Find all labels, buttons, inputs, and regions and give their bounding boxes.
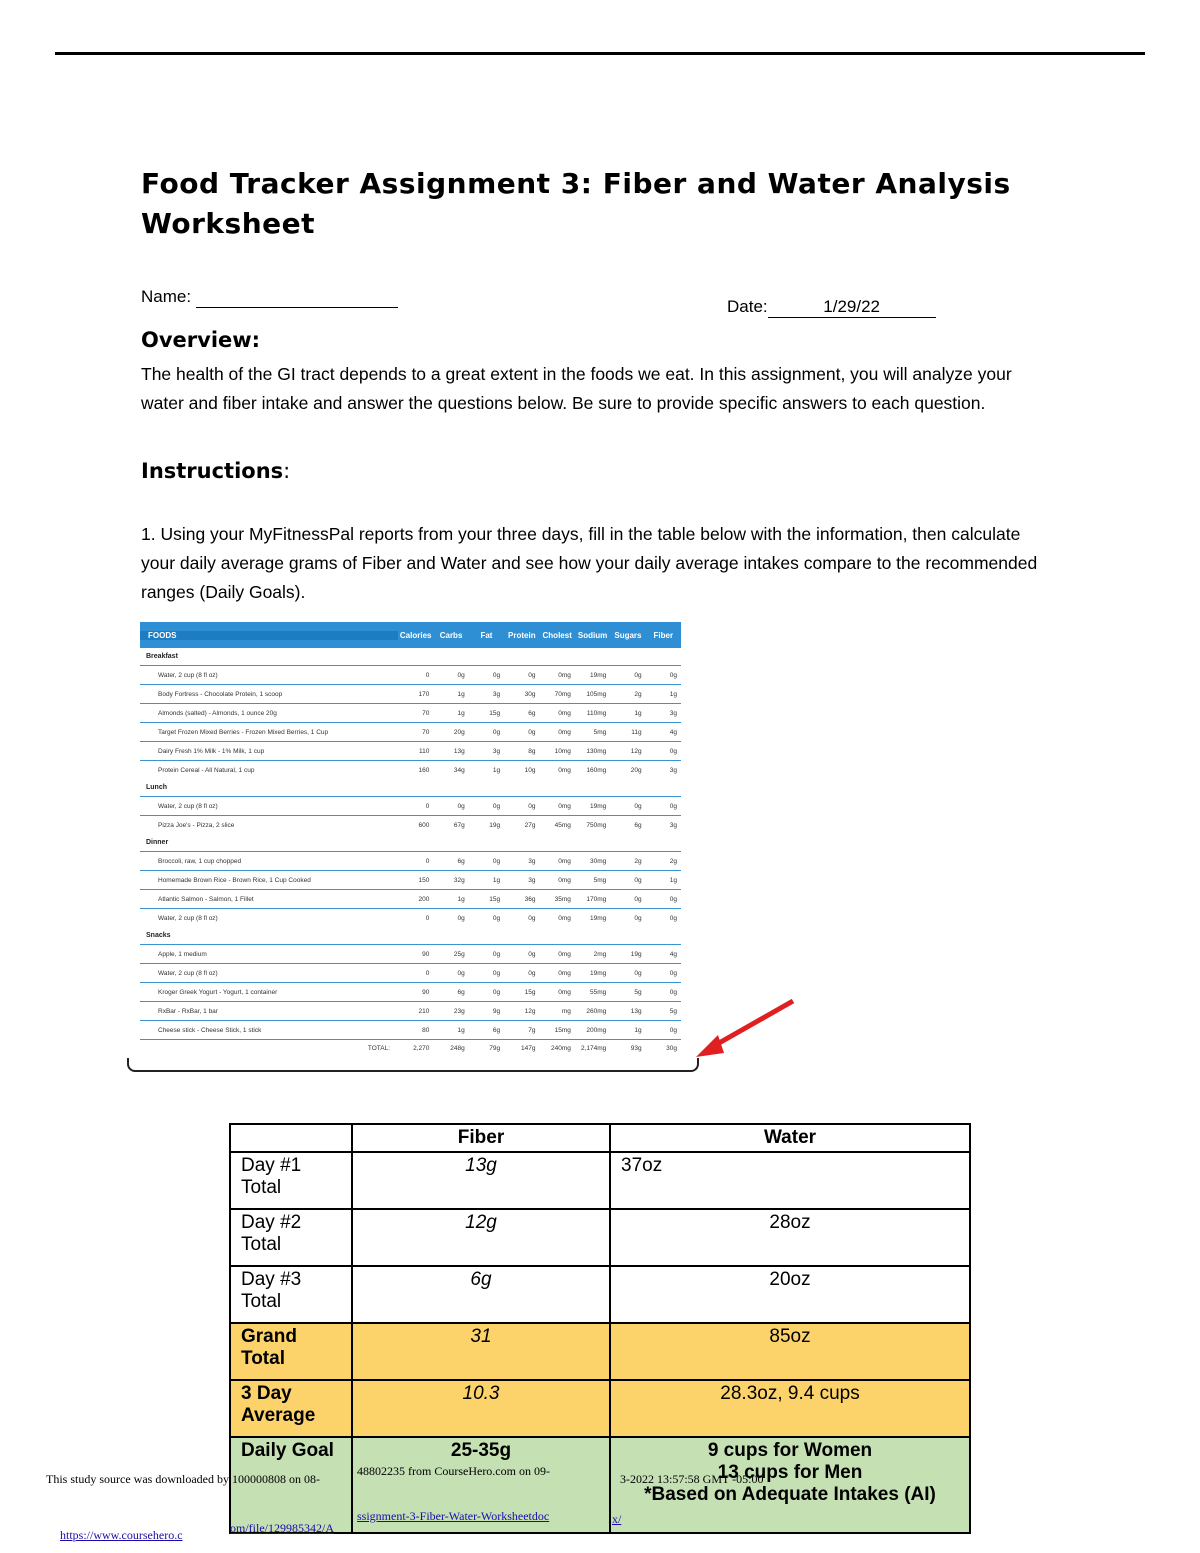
mfp-food-row [140,982,681,1001]
watermark-link[interactable]: ssignment-3-Fiber-Water-Worksheetdoc [357,1509,550,1523]
mfp-value: 19mg [589,802,607,810]
mfp-value: 0 [425,671,430,679]
mfp-value: 160 [418,766,430,774]
mfp-value: 20g [630,766,642,774]
mfp-value: 27g [524,821,536,829]
red-arrow-icon [690,995,800,1065]
fiber-cell: 13g [352,1152,610,1209]
mfp-food-row [140,760,681,779]
mfp-value: 19g [489,821,501,829]
date-label: Date: [727,297,768,316]
mfp-value: 1g [669,876,677,884]
mfp-value: 90 [422,950,430,958]
mfp-value: 1g [669,690,677,698]
mfp-value: 6g [528,709,536,717]
mfp-total-cell: 93g [630,1044,642,1052]
mfp-value: 0g [634,969,642,977]
mfp-value: 0g [457,802,465,810]
mfp-value: 3g [528,857,536,865]
mfp-value: 110 [419,747,430,755]
mfp-value: 6g [492,1026,501,1034]
mfp-food-name: RxBar - RxBar, 1 bar [158,1007,218,1015]
mfp-value: 6g [457,988,465,996]
mfp-total-cell: 147g [521,1044,536,1052]
water-cell: 20oz [610,1266,970,1323]
mfp-food-name: Dairy Fresh 1% Milk - 1% Milk, 1 cup [158,747,265,755]
mfp-header-cell: Protein [508,630,536,640]
mfp-value: 67g [453,821,465,829]
watermark-right: 3-2022 13:57:58 GMT -05:00 [620,1472,764,1486]
mfp-food-name: Water, 2 cup (8 fl oz) [158,969,218,977]
water-cell: 9 cups for Women 13 cups for Men *Based on Adequate Intakes (AI) [610,1437,970,1533]
mfp-value: 80 [422,1026,430,1034]
mfp-value: 600 [418,821,430,829]
instruction-1: 1. Using your MyFitnessPal reports from your three days, fill in the table below with the information, then calculate your daily average grams of Fiber and Water and see how your daily average intakes compare to the recommended ranges (Daily Goals). [141,524,1038,602]
mfp-value: 0mg [558,857,571,865]
mfp-value: 0g [492,950,501,958]
mfp-value: 0g [669,914,677,922]
mfp-meal-heading: Snacks [146,932,171,939]
mfp-value: 13g [630,1007,642,1015]
mfp-value: 15mg [554,1026,571,1034]
row-label: 3 Day Average [230,1380,352,1437]
mfp-value: 45mg [554,821,571,829]
mfp-value: 0 [425,857,430,865]
mfp-value: 0mg [558,876,571,884]
mfp-meal-heading: Lunch [146,784,167,791]
header-fiber: Fiber [352,1124,610,1152]
water-cell: 28.3oz, 9.4 cups [610,1380,970,1437]
mfp-food-row [140,703,681,722]
watermark-link[interactable]: https://www.coursehero.c [60,1528,183,1542]
mfp-food-row [140,1020,681,1039]
overview-heading: Overview: [141,328,261,352]
row-label: Day #2 Total [230,1209,352,1266]
mfp-value: 1g [457,895,465,903]
mfp-value: 15g [524,988,536,996]
mfp-food-row [140,851,681,870]
mfp-value: 3g [669,709,677,717]
mfp-value: 2g [669,857,677,865]
table-row [230,1152,970,1209]
table-row [230,1437,970,1533]
mfp-food-row [140,908,681,927]
mfp-total-row [140,1039,681,1056]
mfp-value: 90 [422,988,430,996]
row-label: Daily Goal [230,1437,352,1533]
mfp-value: 32g [453,876,465,884]
row-label: Grand Total [230,1323,352,1380]
mfp-value: 30g [524,690,536,698]
date-field [727,297,936,318]
mfp-food-row [140,684,681,703]
mfp-value: 170mg [586,895,607,903]
mfp-value: 210 [418,1007,430,1015]
mfp-value: 23g [453,1007,465,1015]
mfp-value: 6g [457,857,465,865]
mfp-value: 0g [669,802,677,810]
mfp-value: 0g [528,950,536,958]
mfp-value: 0g [634,671,642,679]
mfp-food-name: Water, 2 cup (8 fl oz) [158,671,218,679]
mfp-food-row [140,815,681,834]
mfp-food-name: Water, 2 cup (8 fl oz) [158,914,218,922]
row-label: Day #3 Total [230,1266,352,1323]
overview-text: The health of the GI tract depends to a great extent in the foods we eat. In this assignment, you will analyze your water and fiber intake and answer the questions below. Be sure to provide specific answers to each question. [141,364,1012,413]
name-field [141,287,398,308]
mfp-value: 0g [669,671,677,679]
mfp-value: 0g [528,914,536,922]
mfp-value: 0g [457,969,465,977]
watermark-line: This study source was downloaded by 100000808 on 08- [46,1472,320,1486]
mfp-value: 34g [453,766,465,774]
name-label: Name: [141,287,196,306]
name-blank [196,287,398,308]
mfp-value: 55mg [589,988,607,996]
mfp-value: 0g [492,857,501,865]
mfp-food-name: Apple, 1 medium [158,950,207,958]
mfp-value: 15g [489,895,501,903]
mfp-total-cell: 79g [489,1044,501,1052]
mfp-value: 750mg [586,821,607,829]
mfp-value: 1g [492,766,501,774]
table-row [230,1323,970,1380]
mfp-value: 0mg [558,988,571,996]
mfp-value: 10mg [554,747,571,755]
mfp-value: 20g [453,728,465,736]
mfp-value: 0g [669,988,677,996]
mfp-value: 0g [669,747,677,755]
mfp-food-row [140,870,681,889]
document-title: Food Tracker Assignment 3: Fiber and Water Analysis Worksheet [141,167,1011,240]
mfp-food-name: Cheese stick - Cheese Stick, 1 stick [158,1026,262,1034]
mfp-total-cell: 2,270 [413,1044,430,1052]
header-blank [230,1124,352,1152]
mfp-food-row [140,944,681,963]
mfp-value: 150 [418,876,430,884]
mfp-value: 9g [492,1007,501,1015]
mfp-value: 3g [669,766,677,774]
mfp-food-row [140,741,681,760]
mfp-value: 5g [634,988,642,996]
mfp-value: 1g [457,709,465,717]
mfp-value: 0 [425,969,430,977]
mfp-header-cell: Cholest [542,630,572,640]
water-cell: 37oz [610,1152,970,1209]
mfp-value: 4g [669,950,677,958]
mfp-value: 170 [418,690,430,698]
mfp-value: 0 [425,914,430,922]
mfp-value: 3g [669,821,677,829]
mfp-value: 110mg [586,709,607,717]
mfp-value: 19g [630,950,642,958]
mfp-value: 0g [669,895,677,903]
instructions-heading: Instructions: [141,459,291,483]
mfp-total-cell: 30g [666,1044,677,1052]
mfp-value: 12g [630,747,642,755]
mfp-header-cell: Carbs [439,630,463,640]
myfitnesspal-report-image [140,622,681,1052]
mfp-value: 0g [669,969,677,977]
fiber-water-table [229,1123,971,1534]
mfp-value: 70 [422,709,430,717]
mfp-value: 12g [524,1007,536,1015]
mfp-value: 4g [669,728,677,736]
mfp-value: 0g [634,895,642,903]
mfp-value: 0mg [558,671,571,679]
mfp-value: 8g [528,747,536,755]
mfp-value: 200 [418,895,430,903]
mfp-value: 0g [634,914,642,922]
mfp-total-cell: TOTAL: [367,1044,390,1052]
mfp-value: 5g [669,1007,677,1015]
mfp-food-name: Protein Cereal - All Natural, 1 cup [158,766,255,774]
mfp-value: 0mg [558,914,571,922]
mfp-value: 6g [634,821,642,829]
row-label: Day #1 Total [230,1152,352,1209]
mfp-food-name: Body Fortress - Chocolate Protein, 1 scoop [158,690,283,698]
mfp-value: 0mg [558,969,571,977]
mfp-food-row [140,1001,681,1020]
mfp-header-cell: Calories [399,630,432,640]
mfp-value: 2mg [593,950,607,958]
mfp-header-cell: Fiber [653,630,674,640]
fiber-cell: 10.3 [352,1380,610,1437]
fiber-cell: 31 [352,1323,610,1380]
mfp-food-row [140,963,681,982]
mfp-value: 1g [457,1026,465,1034]
watermark-mid: 48802235 from CourseHero.com on 09- [357,1464,550,1478]
mfp-value: 105mg [586,690,607,698]
mfp-meal-heading: Breakfast [146,653,178,660]
mfp-value: 0g [457,914,465,922]
watermark-link[interactable]: x/ [612,1512,622,1526]
mfp-value: 0g [528,728,536,736]
mfp-value: mg [561,1007,571,1015]
mfp-value: 1g [634,1026,642,1034]
mfp-food-name: Homemade Brown Rice - Brown Rice, 1 Cup Cooked [158,876,311,884]
mfp-value: 15g [489,709,501,717]
mfp-total-cell: 2,174mg [580,1044,607,1052]
mfp-value: 36g [524,895,536,903]
mfp-value: 11g [631,728,642,736]
date-value: 1/29/22 [768,297,936,318]
mfp-value: 0g [528,969,536,977]
table-row [230,1380,970,1437]
mfp-food-name: Atlantic Salmon - Salmon, 1 Fillet [158,895,254,903]
mfp-food-name: Broccoli, raw, 1 cup chopped [158,857,242,865]
mfp-food-row [140,796,681,815]
fiber-cell: 12g [352,1209,610,1266]
mfp-header-cell: Fat [480,630,493,640]
mfp-value: 0g [492,969,501,977]
mfp-value: 0g [634,802,642,810]
mfp-value: 0mg [558,766,571,774]
water-cell: 28oz [610,1209,970,1266]
mfp-food-row [140,665,681,684]
mfp-value: 2g [634,857,642,865]
mfp-value: 35mg [554,895,571,903]
mfp-value: 0g [528,802,536,810]
mfp-value: 3g [528,876,536,884]
mfp-value: 0g [492,988,501,996]
mfp-value: 0 [425,802,430,810]
mfp-value: 0g [492,671,501,679]
mfp-value: 130mg [586,747,607,755]
mfp-value: 3g [492,690,501,698]
mfp-total-cell: 240mg [551,1044,571,1052]
mfp-value: 0mg [558,950,571,958]
mfp-value: 160mg [586,766,607,774]
fiber-cell: 6g [352,1266,610,1323]
mfp-food-name: Almonds (salted) - Almonds, 1 ounce 20g [158,709,277,717]
mfp-header-row [140,622,681,648]
header-water: Water [610,1124,970,1152]
mfp-value: 0mg [558,802,571,810]
mfp-value: 0g [457,671,465,679]
mfp-value: 0g [634,876,642,884]
mfp-value: 30mg [589,857,607,865]
mfp-value: 19mg [589,671,607,679]
mfp-value: 25g [453,950,465,958]
mfp-value: 70 [422,728,430,736]
mfp-meal-heading: Dinner [146,839,169,846]
mfp-value: 3g [492,747,501,755]
mfp-value: 19mg [589,969,607,977]
water-cell: 85oz [610,1323,970,1380]
mfp-value: 5mg [593,728,607,736]
mfp-value: 1g [492,876,501,884]
mfp-food-row [140,722,681,741]
mfp-value: 7g [528,1026,536,1034]
mfp-value: 2g [634,690,642,698]
mfp-food-name: Pizza Joe's - Pizza, 2 slice [158,821,235,829]
mfp-value: 0mg [558,728,571,736]
mfp-value: 0g [492,802,501,810]
watermark-link[interactable]: om/file/129985342/A [230,1521,334,1535]
mfp-value: 0g [492,914,501,922]
mfp-food-name: Target Frozen Mixed Berries - Frozen Mixed Berries, 1 Cup [158,728,329,736]
mfp-total-cell: 248g [450,1044,465,1052]
mfp-value: 5mg [593,876,607,884]
mfp-food-name: Water, 2 cup (8 fl oz) [158,802,218,810]
mfp-header-cell: Sugars [614,630,642,640]
mfp-value: 200mg [586,1026,607,1034]
top-rule [55,52,1145,55]
mfp-header-cell: FOODS [140,631,398,640]
mfp-food-name: Kroger Greek Yogurt - Yogurt, 1 container [158,988,278,996]
mfp-food-row [140,889,681,908]
mfp-value: 260mg [586,1007,607,1015]
table-row [230,1209,970,1266]
mfp-value: 0g [669,1026,677,1034]
fiber-cell: 25-35g [352,1437,610,1533]
mfp-value: 70mg [554,690,571,698]
mfp-value: 0g [492,728,501,736]
table-header-row [230,1124,970,1152]
mfp-value: 0mg [558,709,571,717]
report-bracket [127,1058,699,1072]
mfp-value: 10g [524,766,536,774]
mfp-value: 13g [453,747,465,755]
mfp-header-cell: Sodium [577,630,608,640]
table-row [230,1266,970,1323]
mfp-value: 1g [457,690,465,698]
mfp-value: 1g [634,709,642,717]
mfp-value: 0g [528,671,536,679]
mfp-value: 19mg [589,914,607,922]
